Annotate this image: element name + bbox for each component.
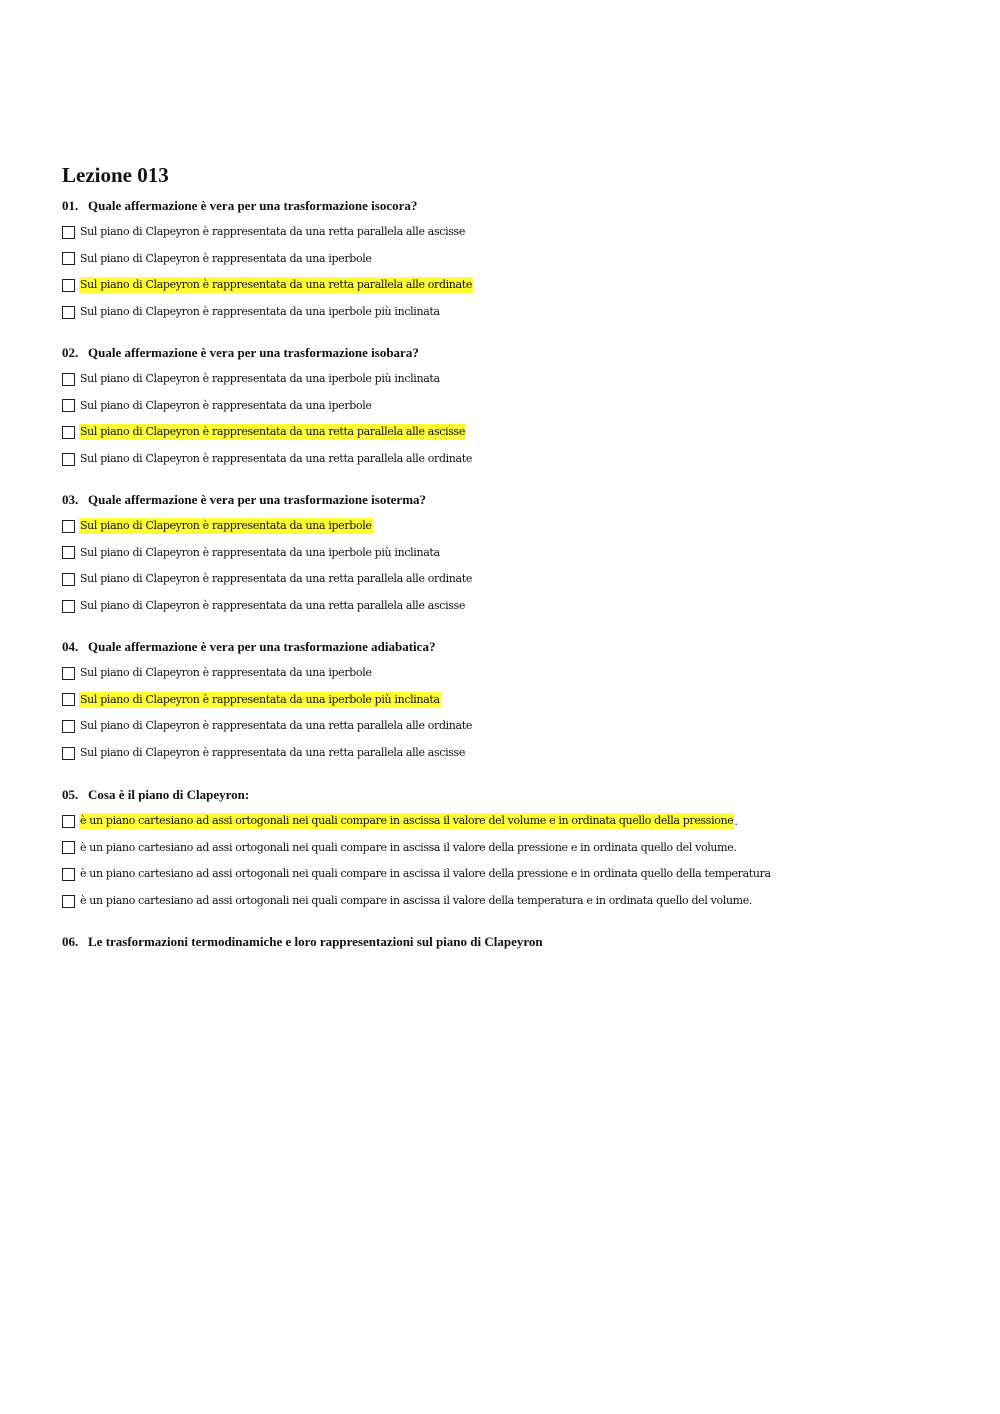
checkbox-icon[interactable] bbox=[62, 520, 75, 533]
checkbox-icon[interactable] bbox=[62, 747, 75, 760]
answer-text: è un piano cartesiano ad assi ortogonali nei quali compare in ascissa il valore della temperatura e in ordinata quello del volume. bbox=[80, 894, 753, 908]
answer-option[interactable] bbox=[62, 276, 473, 294]
answer-option[interactable] bbox=[62, 370, 473, 388]
question-text: Quale affermazione è vera per una trasformazione isobara? bbox=[88, 345, 419, 360]
answer-option[interactable] bbox=[62, 691, 473, 709]
answer-option[interactable] bbox=[62, 839, 772, 857]
answer-option[interactable] bbox=[62, 450, 473, 468]
answer-option[interactable] bbox=[62, 664, 473, 682]
answer-option[interactable] bbox=[62, 892, 772, 910]
checkbox-icon[interactable] bbox=[62, 720, 75, 733]
answer-text: è un piano cartesiano ad assi ortogonali nei quali compare in ascissa il valore della pressione e in ordinata quello della temperatura bbox=[80, 867, 771, 881]
question-text: Quale affermazione è vera per una trasformazione adiabatica? bbox=[88, 639, 436, 654]
question-4 bbox=[62, 638, 473, 771]
answer-options bbox=[62, 664, 473, 762]
question-heading bbox=[62, 344, 473, 362]
checkbox-icon[interactable] bbox=[62, 453, 75, 466]
lesson-title: Lezione 013 bbox=[62, 163, 169, 187]
checkbox-icon[interactable] bbox=[62, 868, 75, 881]
answer-options bbox=[62, 370, 473, 468]
answer-text: è un piano cartesiano ad assi ortogonali nei quali compare in ascissa il valore della pressione e in ordinata quello del volume. bbox=[80, 840, 737, 854]
answer-options bbox=[62, 812, 772, 910]
answer-option[interactable] bbox=[62, 397, 473, 415]
question-heading bbox=[62, 491, 473, 509]
question-number: 06. bbox=[62, 934, 79, 949]
question-heading bbox=[62, 933, 543, 951]
checkbox-icon[interactable] bbox=[62, 546, 75, 559]
answer-option[interactable] bbox=[62, 250, 473, 268]
answer-text: Sul piano di Clapeyron è rappresentata da una retta parallela alle ordinate bbox=[80, 572, 472, 586]
checkbox-icon[interactable] bbox=[62, 306, 75, 319]
answer-option[interactable] bbox=[62, 597, 473, 615]
question-text: Quale affermazione è vera per una trasformazione isoterma? bbox=[88, 492, 427, 507]
question-number: 01. bbox=[62, 198, 79, 213]
answer-options bbox=[62, 223, 473, 321]
question-3 bbox=[62, 491, 473, 624]
answer-text: Sul piano di Clapeyron è rappresentata da una retta parallela alle ordinate bbox=[80, 452, 472, 466]
answer-option[interactable] bbox=[62, 717, 473, 735]
checkbox-icon[interactable] bbox=[62, 426, 75, 439]
checkbox-icon[interactable] bbox=[62, 226, 75, 239]
answer-option[interactable] bbox=[62, 744, 473, 762]
answer-text: Sul piano di Clapeyron è rappresentata da una iperbole più inclinata bbox=[80, 372, 440, 385]
checkbox-icon[interactable] bbox=[62, 399, 75, 412]
answer-text-highlighted: Sul piano di Clapeyron è rappresentata da una iperbole bbox=[80, 519, 372, 532]
question-text: Le trasformazioni termodinamiche e loro rappresentazioni sul piano di Clapeyron bbox=[88, 934, 543, 949]
question-heading bbox=[62, 638, 473, 656]
answer-text: Sul piano di Clapeyron è rappresentata da una retta parallela alle ascisse bbox=[80, 225, 466, 238]
checkbox-icon[interactable] bbox=[62, 895, 75, 908]
answer-text-highlighted: Sul piano di Clapeyron è rappresentata da una iperbole più inclinata bbox=[80, 692, 440, 706]
answer-option[interactable] bbox=[62, 223, 473, 241]
answer-options bbox=[62, 517, 473, 615]
answer-text: Sul piano di Clapeyron è rappresentata da una iperbole più inclinata bbox=[80, 305, 440, 319]
question-text: Quale affermazione è vera per una trasformazione isocora? bbox=[88, 198, 418, 213]
checkbox-icon[interactable] bbox=[62, 667, 75, 680]
answer-text: Sul piano di Clapeyron è rappresentata da una retta parallela alle ascisse bbox=[80, 746, 466, 760]
answer-option[interactable] bbox=[62, 423, 473, 441]
checkbox-icon[interactable] bbox=[62, 573, 75, 586]
answer-option[interactable] bbox=[62, 570, 473, 588]
question-heading bbox=[62, 197, 473, 215]
question-5 bbox=[62, 786, 772, 919]
answer-text: Sul piano di Clapeyron è rappresentata da una retta parallela alle ascisse bbox=[80, 599, 466, 613]
checkbox-icon[interactable] bbox=[62, 252, 75, 265]
question-2 bbox=[62, 344, 473, 477]
answer-text: Sul piano di Clapeyron è rappresentata da una iperbole bbox=[80, 666, 372, 679]
answer-option[interactable] bbox=[62, 303, 473, 321]
answer-text-highlighted: è un piano cartesiano ad assi ortogonali nei quali compare in ascissa il valore del volume e in ordinata quello della pressione bbox=[80, 814, 734, 827]
question-heading bbox=[62, 786, 772, 804]
answer-option[interactable] bbox=[62, 517, 473, 535]
answer-text: Sul piano di Clapeyron è rappresentata da una iperbole bbox=[80, 398, 372, 412]
answer-text: Sul piano di Clapeyron è rappresentata da una iperbole bbox=[80, 251, 372, 265]
checkbox-icon[interactable] bbox=[62, 279, 75, 292]
answer-text: Sul piano di Clapeyron è rappresentata da una retta parallela alle ordinate bbox=[80, 719, 472, 733]
answer-option[interactable] bbox=[62, 865, 772, 883]
answer-option[interactable] bbox=[62, 812, 772, 830]
question-number: 05. bbox=[62, 787, 79, 802]
question-number: 04. bbox=[62, 639, 79, 654]
checkbox-icon[interactable] bbox=[62, 600, 75, 613]
question-6 bbox=[62, 933, 543, 951]
question-number: 03. bbox=[62, 492, 79, 507]
question-1 bbox=[62, 197, 473, 330]
answer-option[interactable] bbox=[62, 544, 473, 562]
answer-text-highlighted: Sul piano di Clapeyron è rappresentata da una retta parallela alle ordinate bbox=[80, 278, 472, 292]
checkbox-icon[interactable] bbox=[62, 693, 75, 706]
checkbox-icon[interactable] bbox=[62, 841, 75, 854]
question-text: Cosa è il piano di Clapeyron: bbox=[88, 787, 250, 802]
question-number: 02. bbox=[62, 345, 79, 360]
checkbox-icon[interactable] bbox=[62, 373, 75, 386]
answer-text-tail: . bbox=[734, 814, 738, 828]
answer-text-highlighted: Sul piano di Clapeyron è rappresentata da una retta parallela alle ascisse bbox=[80, 425, 466, 439]
answer-text: Sul piano di Clapeyron è rappresentata da una iperbole più inclinata bbox=[80, 545, 440, 559]
checkbox-icon[interactable] bbox=[62, 815, 75, 828]
